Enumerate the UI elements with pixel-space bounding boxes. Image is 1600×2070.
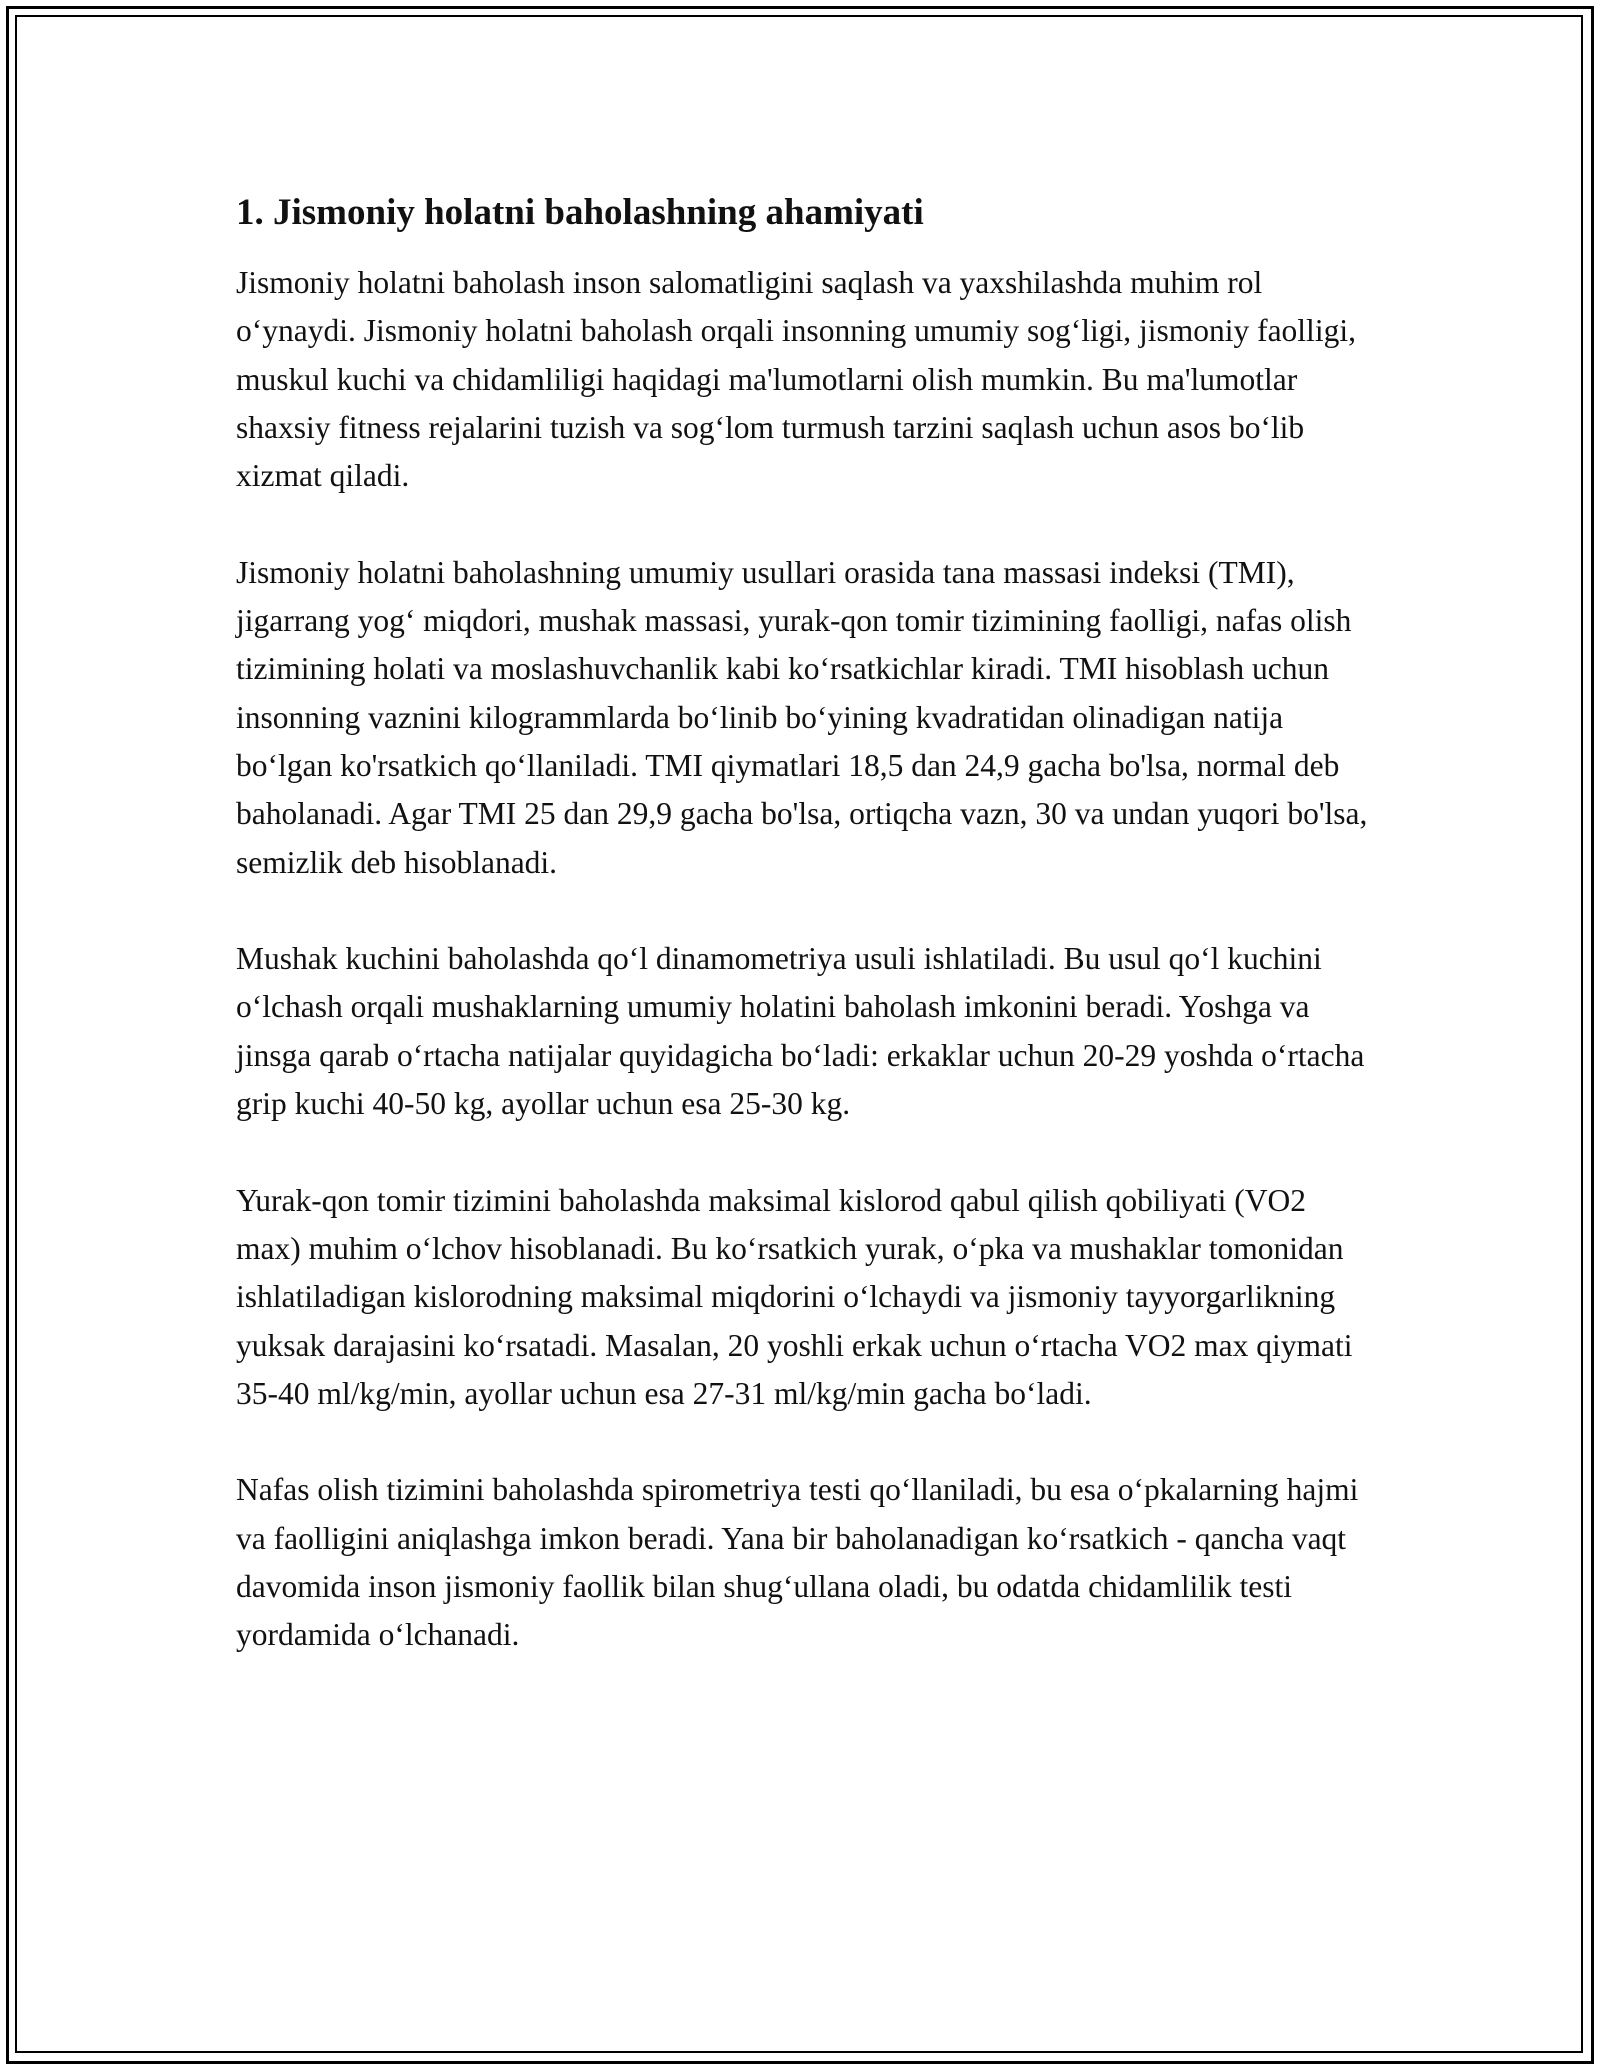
paragraph-intro: Jismoniy holatni baholash inson salomatligini saqlash va yaxshilashda muhim rol oʻynaydi. Jismoniy holatni baholash orqali insonning umumiy sogʻligi, jismoniy faolligi, muskul kuchi va chidamliligi haqidagi ma'lumotlarni olish mumkin. Bu ma'lumotlar shaxsiy fitness rejalarini tuzish va sogʻlom turmush tarzini saqlash uchun asos boʻlib xizmat qiladi. [236, 265, 1356, 494]
paragraph-respiratory: Nafas olish tizimini baholashda spirometriya testi qoʻllaniladi, bu esa oʻpkalarning hajmi va faolligini aniqlashga imkon beradi. Yana bir baholanadigan koʻrsatkich - qancha vaqt davomida inson jismoniy faollik bilan shugʻullana oladi, bu odatda chidamlilik testi yordamida oʻlchanadi. [236, 1472, 1359, 1653]
paragraph-muscle-strength: Mushak kuchini baholashda qoʻl dinamometriya usuli ishlatiladi. Bu usul qoʻl kuchini oʻlchash orqali mushaklarning umumiy holatini baholash imkonini beradi. Yoshga va jinsga qarab oʻrtacha natijalar quyidagicha boʻladi: erkaklar uchun 20-29 yoshda oʻrtacha grip kuchi 40-50 kg, ayollar uchun esa 25-30 kg. [236, 941, 1365, 1122]
paragraph-cardiovascular: Yurak-qon tomir tizimini baholashda maksimal kislorod qabul qilish qobiliyati (VO2 max) muhim oʻlchov hisoblanadi. Bu koʻrsatkich yurak, oʻpka va mushaklar tomonidan ishlatiladigan kislorodning maksimal miqdorini oʻlchaydi va jismoniy tayyorgarlikning yuksak darajasini koʻrsatadi. Masalan, 20 yoshli erkak uchun oʻrtacha VO2 max qiymati 35-40 ml/kg/min, ayollar uchun esa 27-31 ml/kg/min gacha boʻladi. [236, 1182, 1353, 1411]
section-heading: 1. Jismoniy holatni baholashning ahamiyati [236, 192, 924, 233]
paragraph-assessment-methods: Jismoniy holatni baholashning umumiy usullari orasida tana massasi indeksi (TMI), jigarrang yogʻ miqdori, mushak massasi, yurak-qon tomir tizimining faolligi, nafas olish tizimining holati va moslashuvchanlik kabi koʻrsatkichlar kiradi. TMI hisoblash uchun insonning vaznini kilogrammlarda boʻlinib boʻyining kvadratidan olinadigan natija boʻlgan ko'rsatkich qoʻllaniladi. TMI qiymatlari 18,5 dan 24,9 gacha bo'lsa, normal deb baholanadi. Agar TMI 25 dan 29,9 gacha bo'lsa, ortiqcha vazn, 30 va undan yuqori bo'lsa, semizlik deb hisoblanadi. [236, 554, 1368, 880]
document-body [236, 185, 1376, 1660]
